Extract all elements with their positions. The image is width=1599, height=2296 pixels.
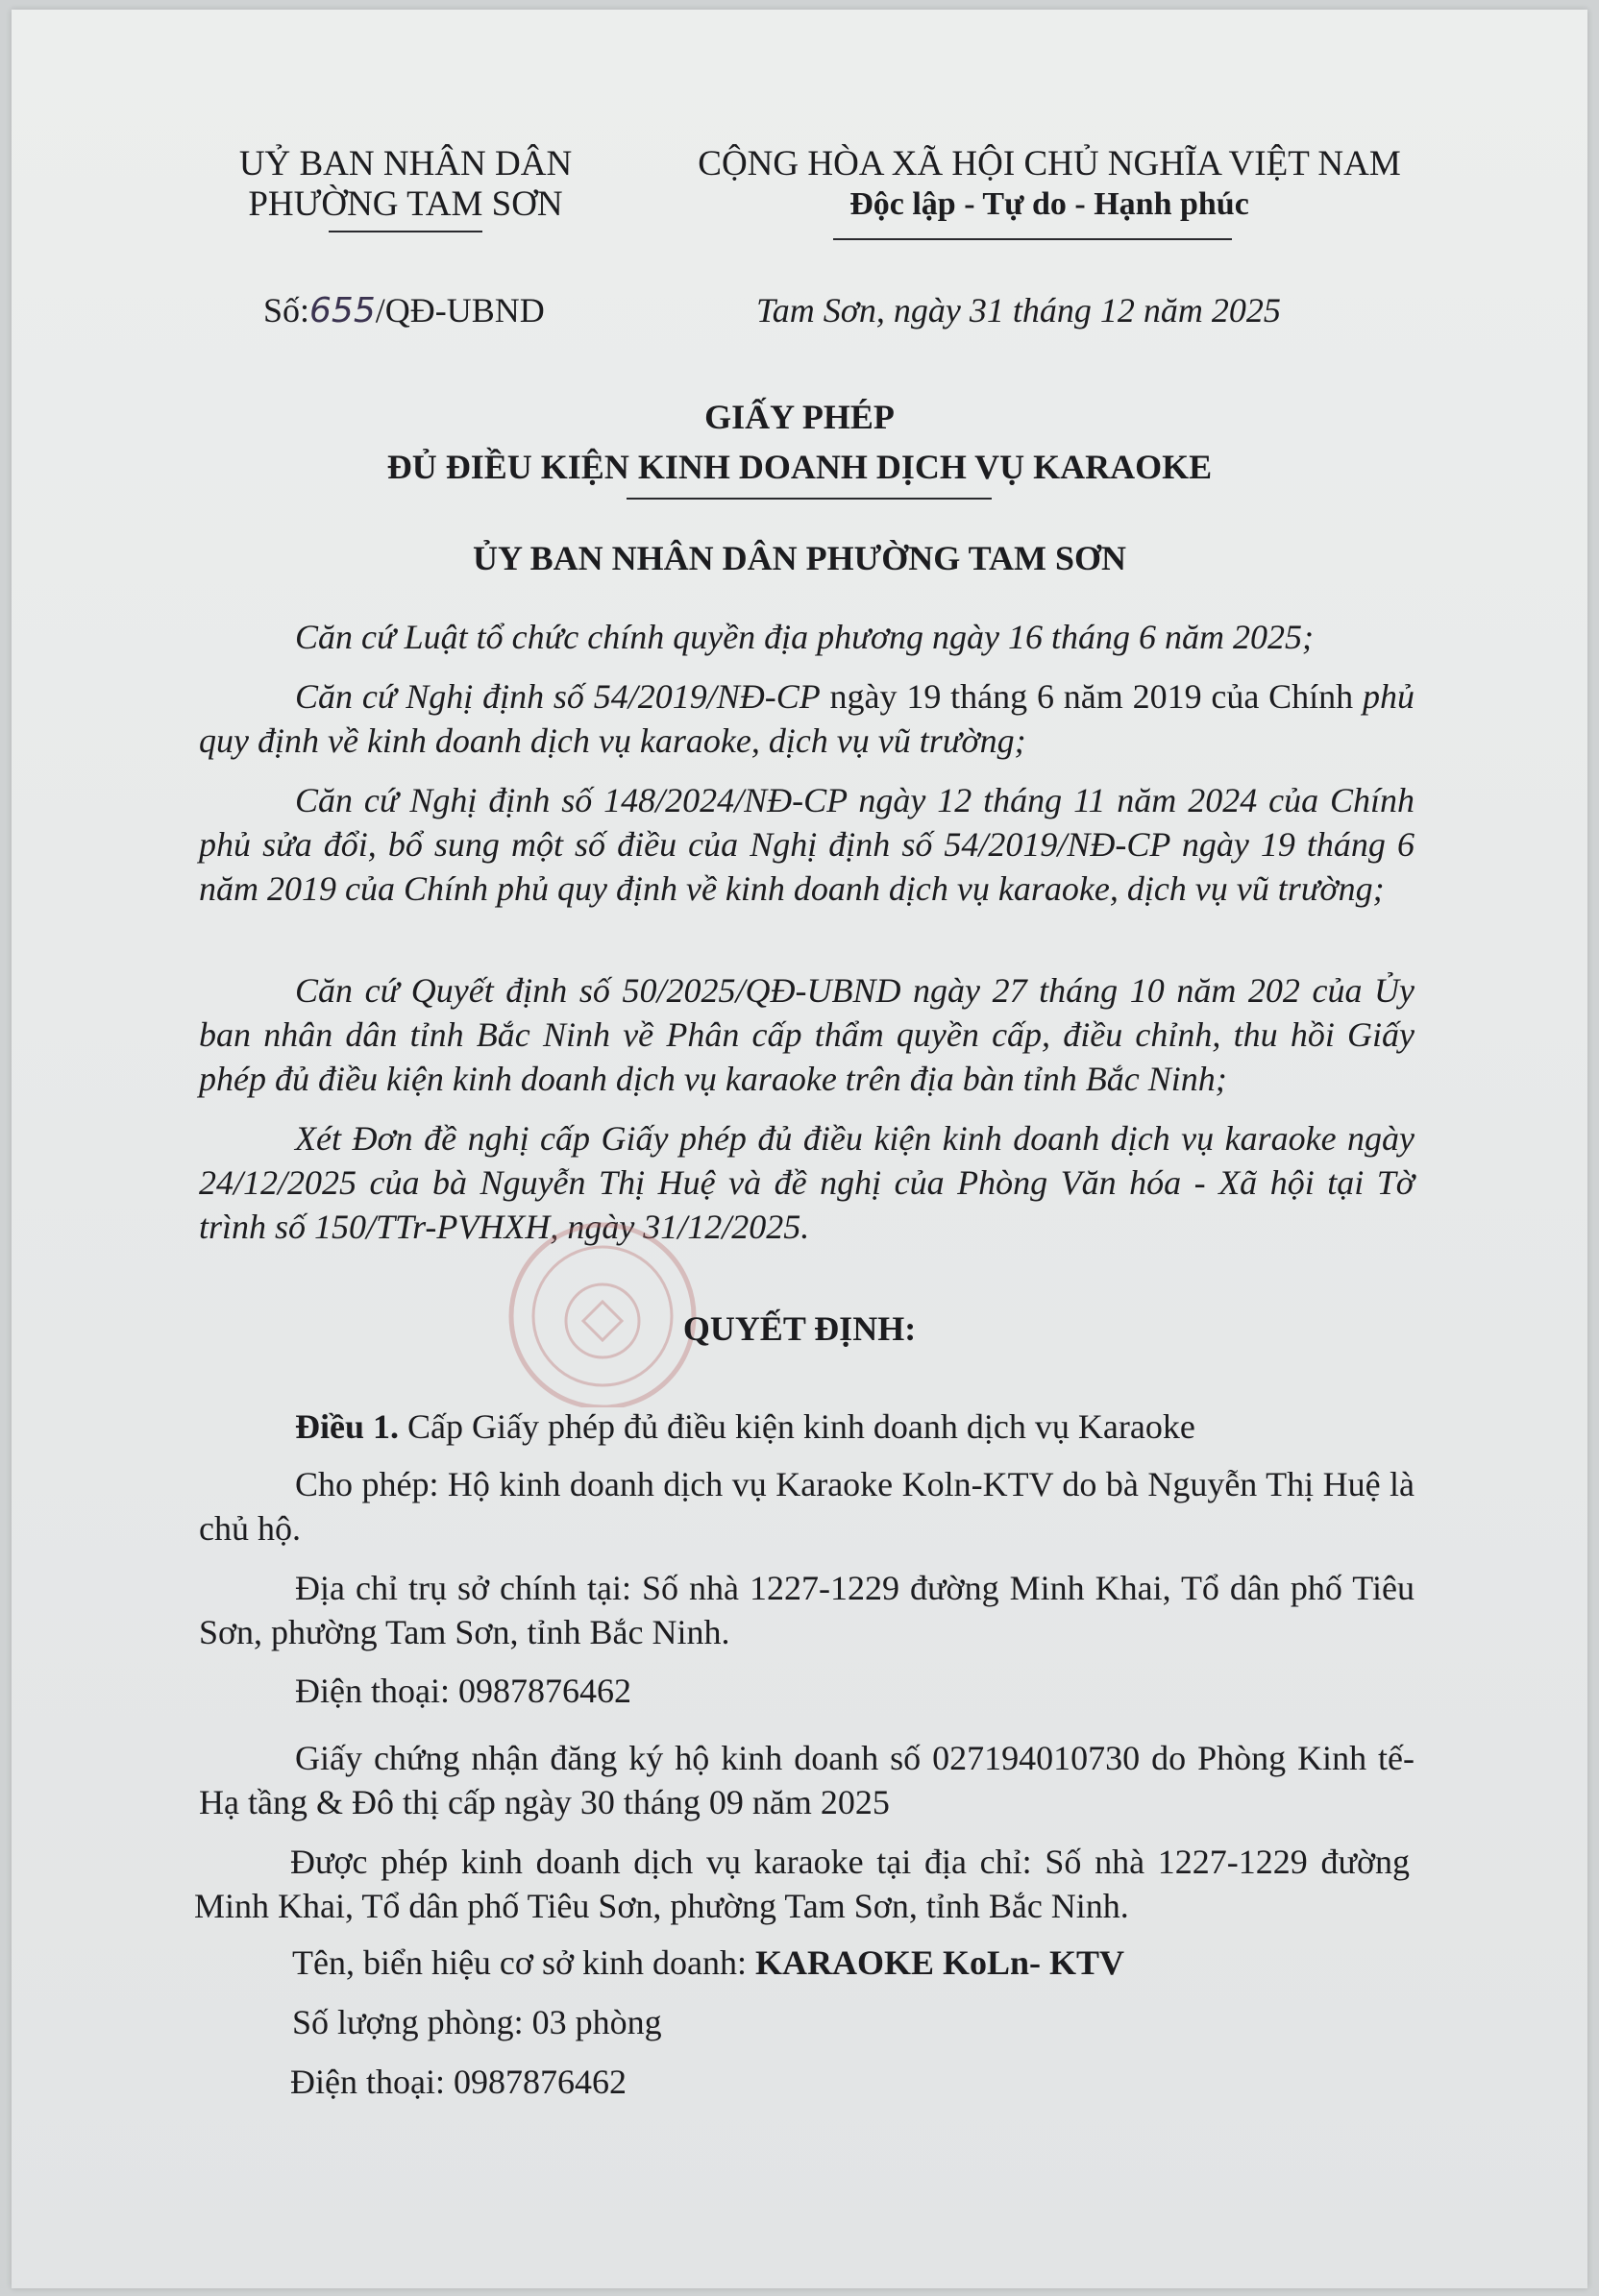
number-prefix: Số: [263, 291, 310, 330]
basis-3-text: Căn cứ Nghị định số 148/2024/NĐ-CP ngày 12 tháng 11 năm 2024 của Chính phủ sửa đổi, bổ sung một số điều của Nghị định số 54/2019/NĐ-CP ngày 19 tháng 6 năm 2019 của Chính phủ quy định về kinh doanh dịch vụ karaoke, dịch vụ vũ trường; [199, 781, 1414, 908]
document-number [263, 288, 545, 333]
detail-certificate [199, 1736, 1414, 1824]
detail-certificate-text: Giấy chứng nhận đăng ký hộ kinh doanh số 027194010730 do Phòng Kinh tế- Hạ tầng & Đô thị cấp ngày 30 tháng 09 năm 2025 [199, 1739, 1414, 1821]
basis-3 [199, 778, 1414, 911]
basis-2 [199, 674, 1414, 763]
detail-permit-text: Cho phép: Hộ kinh doanh dịch vụ Karaoke Koln-KTV do bà Nguyễn Thị Huệ là chủ hộ. [199, 1465, 1414, 1548]
issuer-line1: UỶ BAN NHÂN DÂN [238, 144, 573, 183]
issuer-block [209, 144, 603, 225]
detail-signboard-value: KARAOKE KoLn- KTV [754, 1943, 1125, 1982]
number-suffix: /QĐ-UBND [375, 291, 545, 330]
detail-phone-1-text: Điện thoại: 0987876462 [295, 1672, 631, 1710]
basis-4-text: Căn cứ Quyết định số 50/2025/QĐ-UBND ngày 27 tháng 10 năm 202 của Ủy ban nhân dân tỉnh Bắc Ninh về Phân cấp thẩm quyền cấp, điều chỉnh, thu hồi Giấy phép đủ điều kiện kinh doanh dịch vụ karaoke trên địa bàn tỉnh Bắc Ninh; [199, 971, 1414, 1098]
national-name: CỘNG HÒA XÃ HỘI CHỦ NGHĨA VIỆT NAM [698, 144, 1401, 183]
detail-signboard [196, 1941, 1412, 1985]
document-page [12, 10, 1587, 2288]
basis-2-normal: ngày 19 tháng 6 năm 2019 của Chính [820, 677, 1354, 716]
detail-rooms-text: Số lượng phòng: 03 phòng [292, 2003, 662, 2041]
basis-2-italic-a: Căn cứ Nghị định số 54/2019/NĐ-CP [295, 677, 821, 716]
basis-5 [199, 1116, 1414, 1249]
detail-address [199, 1566, 1414, 1654]
detail-phone-1 [199, 1669, 1414, 1713]
basis-1 [199, 615, 1414, 659]
detail-phone-2 [194, 2060, 1410, 2104]
motto-underline [833, 238, 1232, 240]
place-date: Tam Sơn, ngày 31 tháng 12 năm 2025 [756, 291, 1281, 330]
issuer-underline [329, 231, 482, 232]
basis-5-text: Xét Đơn đề nghị cấp Giấy phép đủ điều kiện kinh doanh dịch vụ karaoke ngày 24/12/2025 của bà Nguyễn Thị Huệ và đề nghị của Phòng Văn hóa - Xã hội tại Tờ trình số 150/TTr-PVHXH, ngày 31/12/2025. [199, 1119, 1414, 1246]
detail-phone-2-text: Điện thoại: 0987876462 [290, 2063, 627, 2101]
detail-signboard-label: Tên, biển hiệu cơ sở kinh doanh: [292, 1943, 755, 1982]
article-1-label: Điều 1. [295, 1407, 399, 1446]
detail-location [194, 1840, 1410, 1928]
detail-location-text: Được phép kinh doanh dịch vụ karaoke tại địa chỉ: Số nhà 1227-1229 đường Minh Khai, Tổ dân phố Tiêu Sơn, phường Tam Sơn, tỉnh Bắc Ninh. [194, 1843, 1410, 1925]
basis-2-italic-b: phủ quy định về kinh doanh dịch vụ karaoke, dịch vụ vũ trường; [199, 677, 1414, 760]
detail-address-text: Địa chỉ trụ sở chính tại: Số nhà 1227-1229 đường Minh Khai, Tổ dân phố Tiêu Sơn, phường Tam Sơn, tỉnh Bắc Ninh. [199, 1569, 1414, 1651]
issuer-line2: PHƯỜNG TAM SƠN [248, 184, 563, 224]
title-underline [627, 498, 992, 500]
article-1 [199, 1404, 1414, 1449]
basis-1-text: Căn cứ Luật tổ chức chính quyền địa phương ngày 16 tháng 6 năm 2025; [295, 618, 1314, 656]
detail-permit [199, 1462, 1414, 1551]
article-1-text: Cấp Giấy phép đủ điều kiện kinh doanh dịch vụ Karaoke [399, 1407, 1195, 1446]
detail-rooms [196, 2000, 1412, 2044]
national-header [684, 144, 1414, 225]
authority-heading: ỦY BAN NHÂN DÂN PHƯỜNG TAM SƠN [473, 539, 1126, 577]
basis-4 [199, 968, 1414, 1101]
national-motto: Độc lập - Tự do - Hạnh phúc [849, 186, 1249, 222]
document-title [12, 392, 1587, 492]
title-line2: ĐỦ ĐIỀU KIỆN KINH DOANH DỊCH VỤ KARAOKE [386, 448, 1213, 486]
title-line1: GIẤY PHÉP [704, 398, 895, 436]
decision-heading: QUYẾT ĐỊNH: [682, 1309, 917, 1348]
handwritten-number: 655 [309, 291, 376, 330]
